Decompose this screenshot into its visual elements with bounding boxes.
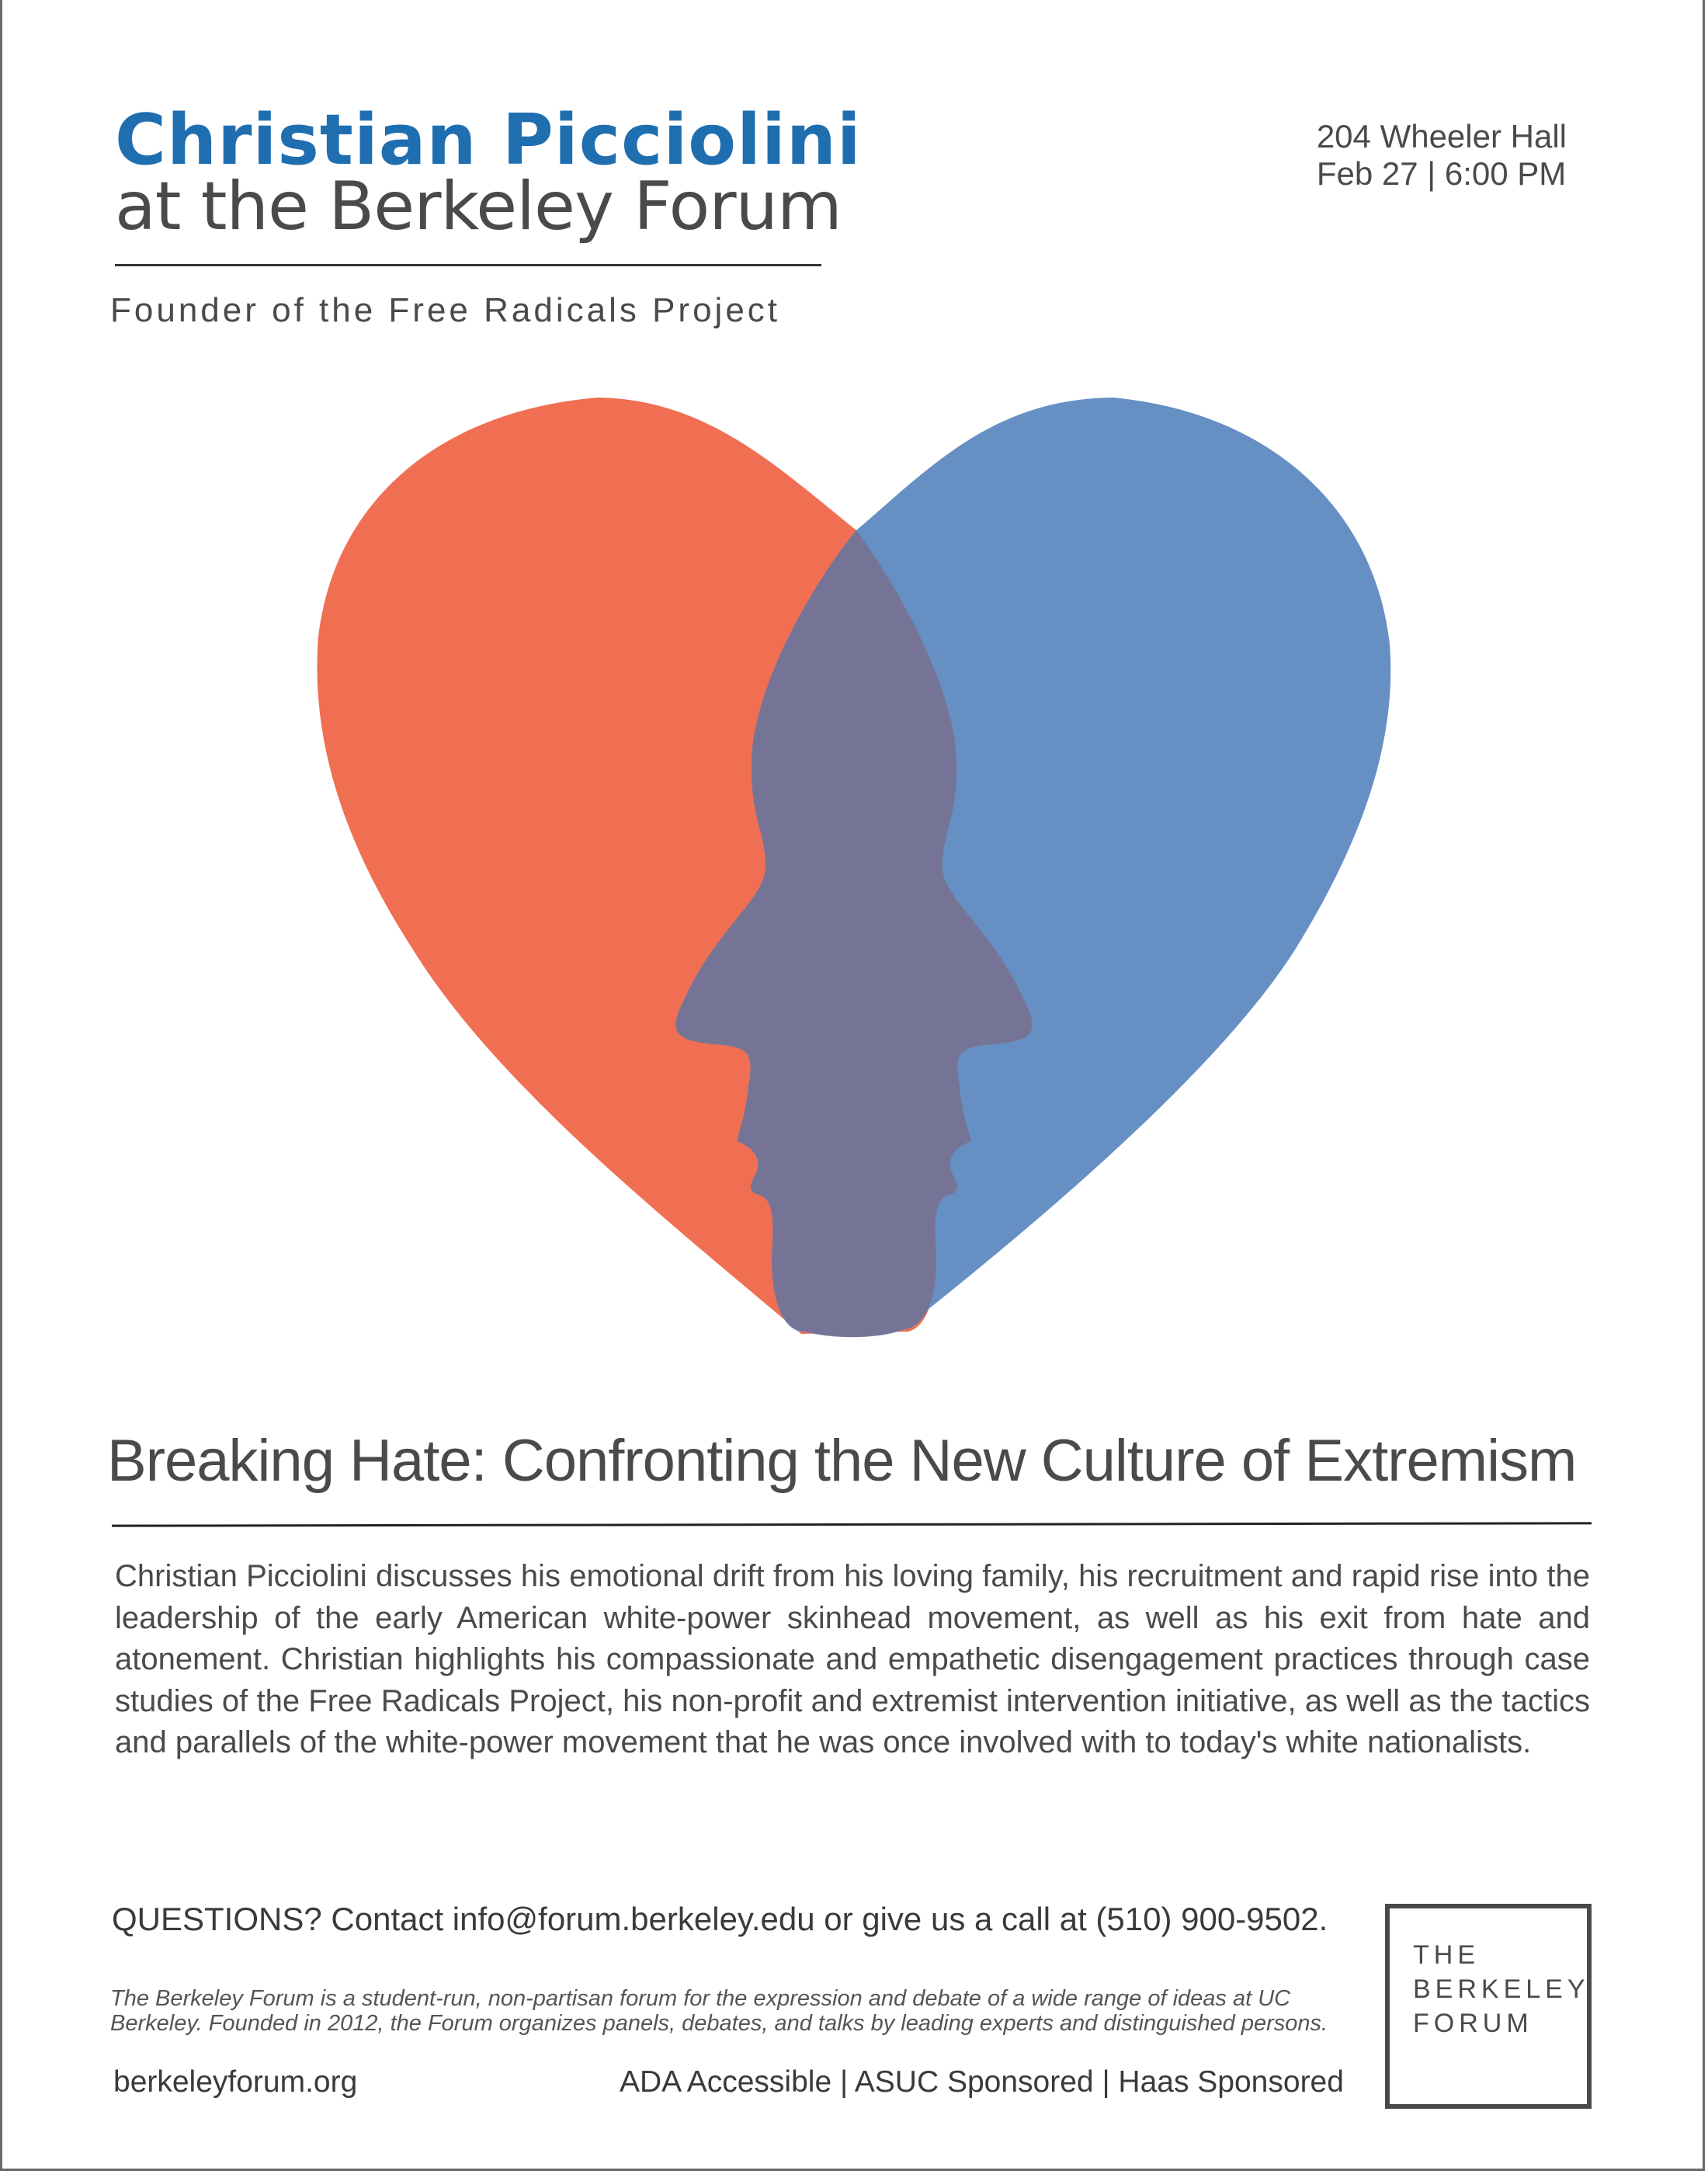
contact-line: QUESTIONS? Contact info@forum.berkeley.edu or give us a call at (510) 900-9502. xyxy=(112,1901,1328,1937)
talk-description: Christian Picciolini discusses his emotional drift from his loving family, his recruitment and rapid rise into the leadership of the early American white-power skinhead movement, as well as his exit from hate and atonement. Christian highlights his compassionate and empathetic disengagement practices through case studies of the Free Radicals Project, his non-profit and extremist intervention initiative, as well as the tactics and parallels of the white-power movement that he was once involved with to today's white nationalists. xyxy=(115,1559,1590,1759)
logo-line-1: THE xyxy=(1413,1940,1480,1970)
website-link[interactable]: berkeleyforum.org xyxy=(113,2065,358,2099)
event-location: 204 Wheeler Hall xyxy=(1316,118,1567,155)
logo-line-3: FORUM xyxy=(1413,2009,1533,2038)
event-datetime: Feb 27 | 6:00 PM xyxy=(1316,155,1567,192)
header-divider xyxy=(115,264,821,266)
logo-line-2: BERKELEY xyxy=(1413,1974,1590,2004)
sponsors-line: ADA Accessible | ASUC Sponsored | Haas Sponsored xyxy=(620,2065,1344,2099)
event-details xyxy=(1317,118,1567,193)
speaker-tagline: Founder of the Free Radicals Project xyxy=(110,291,781,329)
logo-wordmark xyxy=(1413,1938,1590,2040)
forum-about: The Berkeley Forum is a student-run, non-partisan forum for the expression and debate of a wide range of ideas at UC Berkeley. Founded in 2012, the Forum organizes panels, debates, and talks by leading experts and distinguished persons. xyxy=(110,1986,1328,2036)
speaker-name: Christian Picciolini xyxy=(115,99,862,181)
event-subtitle: at the Berkeley Forum xyxy=(115,168,842,245)
berkeley-forum-logo xyxy=(1385,1904,1592,2109)
heart-with-two-face-profiles-icon xyxy=(311,388,1397,1359)
talk-title: Breaking Hate: Confronting the New Culture of Extremism xyxy=(107,1428,1577,1494)
